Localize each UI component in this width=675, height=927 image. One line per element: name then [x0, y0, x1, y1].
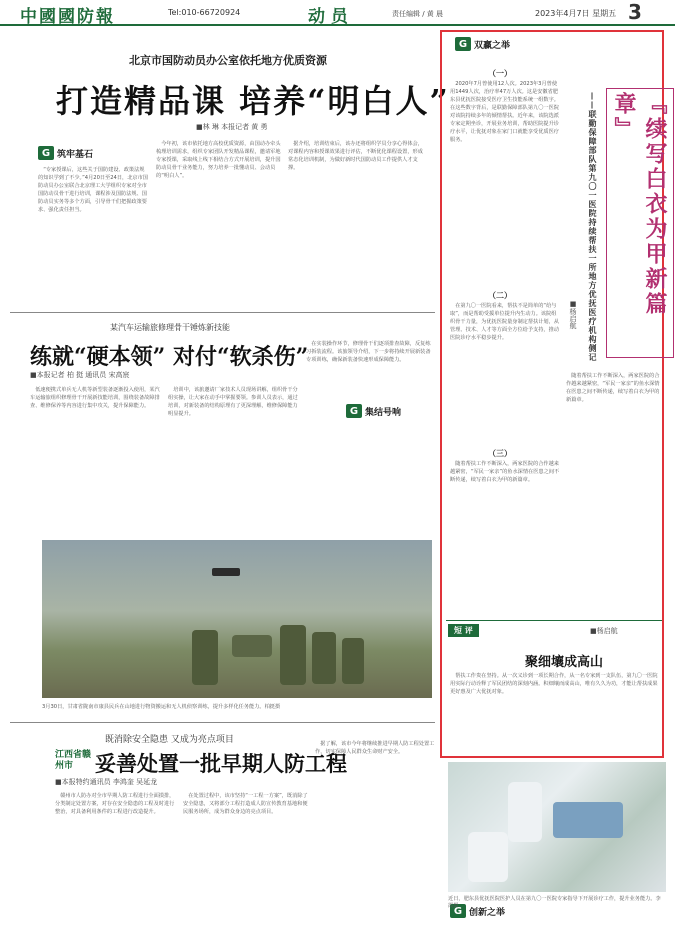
divider	[446, 620, 662, 621]
training-photo	[42, 540, 432, 698]
column-head-jizhi	[38, 146, 93, 160]
hospital-photo	[448, 762, 666, 892]
patient-shape	[553, 802, 623, 838]
feature-author: ■杨启航	[569, 300, 577, 329]
soldier-shape	[192, 630, 218, 685]
section-name: 动 员	[308, 7, 348, 27]
feature-text-2: 在第九〇一医院看来，帮扶不是简单的“给与取”，而是帮助受援单位提升内生动力。该院组织骨干力量，为优抚医院量身制定帮扶计划，从管理、技术、人才等方面全方位给予支持，推动医院诊疗水平稳步提升。	[450, 303, 559, 341]
middle-text-col2: 培训中，该旅邀请厂家技术人员现场讲解，组织骨干分组实操，让大家在动手中掌握要领。参训人员表示，通过培训，对新装备的结构原理有了更深理解，维修保障能力明显提升。	[168, 387, 298, 417]
section-number: （三）	[488, 449, 512, 458]
hospital-photo-caption: 近日，肥东县优抚医院医护人员在第九〇一医院专家指导下开展诊疗工作，提升业务能力。李 霞摄	[448, 896, 661, 909]
nurse-shape	[468, 832, 508, 882]
top-text-col3: 据介绍，培训结束后，该办还将组织学员分享心得体会，对课程内容和授课效果进行评估，不断优化课程设置，形成常态化培训机制，为做好新时代国防动员工作提供人才支撑。	[288, 141, 423, 171]
drone-shape	[212, 568, 240, 576]
top-headline: 打造精品课 培养“明白人”	[56, 82, 450, 120]
top-text-col2: 今年初，该市依托地方高校优质资源，由国动办牵头梳理培训需求，组织专家团队开发精品课程，邀请军地专家授课，采取线上线下相结合方式开展培训，提升国防动员骨干业务能力，努力培养一批懂动员、会动员的“明白人”。	[156, 141, 281, 179]
top-byline: ■林 琳 本报记者 黄 勇	[196, 123, 268, 131]
g-icon: G	[346, 404, 362, 418]
top-kicker: 北京市国防动员办公室依托地方优质资源	[129, 54, 327, 67]
bottom-kicker: 既消除安全隐患 又成为亮点项目	[105, 735, 234, 745]
section-number: （二）	[488, 291, 512, 300]
feature-text-3: 随着帮扶工作不断深入，两家医院的合作越来越紧密，“军民一家亲”的鱼水深情在医患之间不断传递，续写着白衣为甲的新篇章。	[450, 461, 560, 483]
bottom-text-col1: 赣州市人防办对全市早期人防工程进行全面摸排，分类制定处置方案，对存在安全隐患的工程及时进行整治，对具备利用条件的工程进行改造提升。	[55, 793, 175, 815]
masthead	[0, 0, 675, 26]
column-head-shuangying	[455, 37, 510, 51]
feature-text-4: 随着帮扶工作不断深入，两家医院的合作越来越紧密，“军民一家亲”的鱼水深情在医患之间不断传递，续写着白衣为甲的新篇章。	[566, 373, 660, 403]
g-icon: G	[450, 904, 466, 918]
bottom-text-col3: 据了解，该市今年将继续推进早期人防工程处置工作，切实保障人民群众生命财产安全。	[315, 741, 435, 755]
page-number: 3	[628, 0, 642, 24]
short-comment-title: 聚细壤成高山	[525, 655, 604, 670]
bottom-location-tag: 江西省赣州市	[55, 750, 92, 771]
column-head-jijie	[346, 404, 401, 418]
short-comment-tag: 短 评	[448, 624, 479, 637]
column-title: 创新之举	[469, 907, 506, 918]
column-title: 双赢之举	[474, 40, 511, 51]
bottom-text-col2: 在处置过程中，该市坚持“一工程一方案”，既消除了安全隐患，又将部分工程打造成人防宣传教育基地和便民服务场所，成为群众身边的亮点项目。	[183, 793, 308, 815]
crate-shape	[232, 635, 272, 657]
feature-text-1: 2020年7月曾使用12人次。2023年3月曾使用1449人次，治疗率47万人次。这是安徽省肥东县优抚医院接受医疗卫生技能系统一组数字。在这些数字背后，是联勤保障部队第九〇一医院对该院持续多年的倾情帮扶。近年来，该院选派专家定期坐诊，开展业务培训，帮助医院提升诊疗水平，让优抚对象在家门口就能享受优质医疗服务。	[450, 81, 559, 143]
middle-kicker: 某汽车运输旅修理骨干锤炼新技能	[110, 323, 230, 332]
short-comment-text: 帮扶工作贵在坚持。从一次义诊到一项长期合作，从一名专家到一支队伍，第九〇一医院用实际行动诠释了军民团结的深刻内涵。积细壤而成高山，唯有久久为功，才能让帮扶成果更好惠及广大优抚对象。	[450, 673, 658, 695]
soldier-shape	[342, 638, 364, 684]
g-icon: G	[455, 37, 471, 51]
column-title: 集结号响	[365, 407, 402, 418]
top-text-col1: “专家授课后，这些关于国防建设、政策法规的知识学到了不少。”4月20日至24日，北京市国防动员办公室联合北京理工大学组织专家对全市国防动员骨干进行培训，课程涉及国防法规、国防动员实务等多个方面，引导骨干们把握政策要求、强化责任担当。	[38, 167, 148, 213]
middle-text-col1: 低速便携式单兵无人机等新型装备逐渐投入使用，某汽车运输旅组织修理骨干开展新技能培训，围绕装备故障排查、维修保养等内容进行集中攻关，提升保障能力。	[30, 387, 160, 409]
section-number: （一）	[488, 69, 512, 78]
middle-text-col3: 在实装操作环节，修理骨干们逐项排查故障，反复练习拆装流程。该旅领导介绍，下一步将持续开展新装备专项训练，确保新装备快速形成保障能力。	[306, 341, 431, 363]
issue-date: 2023年4月7日 星期五	[535, 9, 617, 18]
feature-title: 『续写白衣为甲新篇章』	[606, 88, 674, 358]
short-comment-author: ■杨启航	[590, 627, 618, 635]
bottom-byline: ■本报特约通讯员 李鸿奎 吴延龙	[55, 778, 158, 786]
soldier-shape	[312, 632, 336, 684]
soldier-shape	[280, 625, 306, 685]
photo-caption: 3月30日，甘肃省陇南市康县民兵在山地进行物资搬运和无人机侦察训练，提升多样化任务能力。柏挺摄	[42, 704, 281, 710]
divider	[10, 312, 435, 313]
bottom-headline: 妥善处置一批早期人防工程	[95, 751, 347, 776]
middle-byline: ■本报记者 柏 挺 通讯员 宋高宸	[30, 371, 130, 379]
g-icon: G	[38, 146, 54, 160]
middle-headline: 练就“硬本领” 对付“软杀伤”	[30, 344, 309, 370]
editor-credit: 责任编辑 / 黄 晨	[392, 10, 444, 18]
feature-subtitle: ——联勤保障部队第九〇一医院持续帮扶一所地方优抚医疗机构侧记	[588, 92, 597, 362]
divider	[10, 722, 435, 723]
column-title: 筑牢基石	[57, 149, 94, 160]
doctor-shape	[508, 782, 542, 842]
newspaper-logo: 中國國防報	[20, 7, 115, 27]
telephone: Tel:010-66720924	[168, 8, 241, 17]
